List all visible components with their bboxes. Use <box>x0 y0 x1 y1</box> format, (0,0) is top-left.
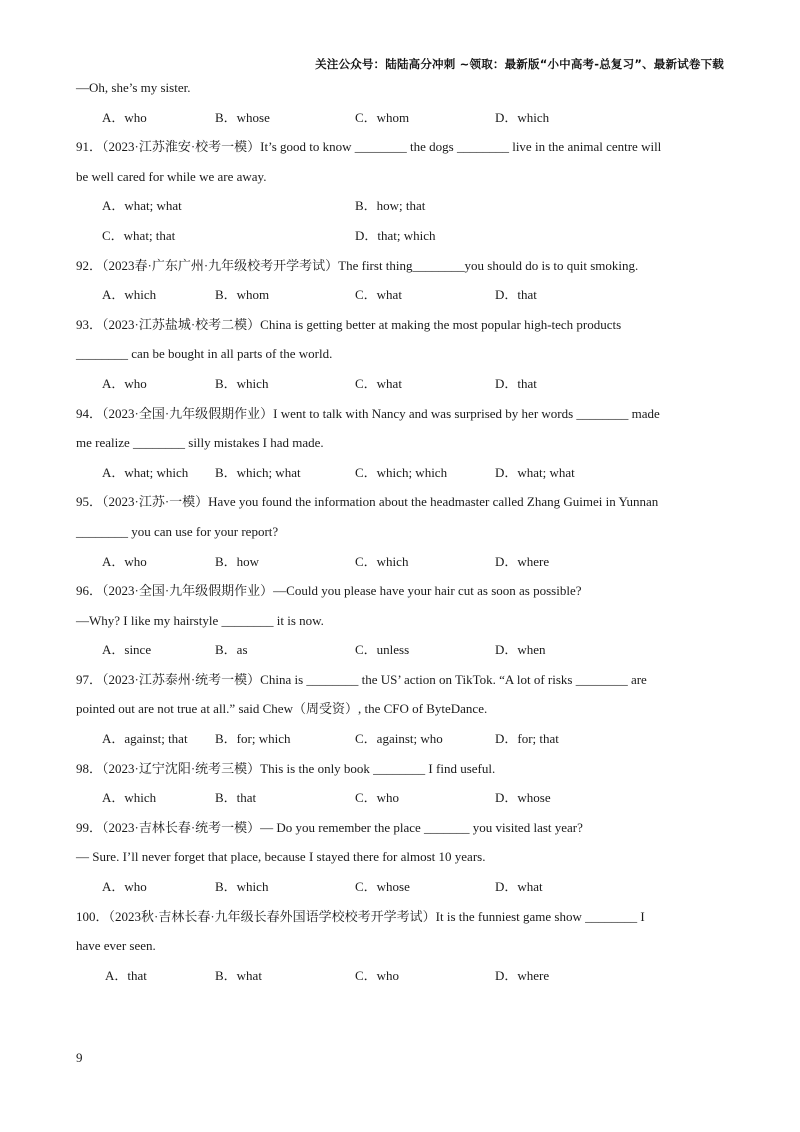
answer-option-a: A．against; that <box>102 731 188 747</box>
answer-options-row <box>76 966 726 996</box>
answer-option-d: D．where <box>495 553 550 569</box>
answer-options-row <box>76 285 726 315</box>
answer-option-a: C．what; that <box>102 227 176 243</box>
answer-option-a: A．who <box>102 375 147 391</box>
answer-option-b: B．how <box>215 553 260 569</box>
question-text-line: 97．（2023·江苏泰州·统考一模）China is ________ the US’ action on TikTok. “A lot of risks ________ are <box>76 671 647 687</box>
answer-option-a: A．who <box>102 553 147 569</box>
question-text-line: 91．（2023·江苏淮安·校考一模）It’s good to know ________ the dogs ________ live in the animal centre will <box>76 139 662 155</box>
question-text-line: —Oh, she’s my sister. <box>76 80 191 95</box>
question-text-line: —Why? I like my hairstyle ________ it is now. <box>76 612 324 628</box>
question-text-line: ________ can be bought in all parts of the world. <box>76 346 333 362</box>
question-text-line: be well cared for while we are away. <box>76 168 267 184</box>
answer-option-c: C．which; which <box>355 464 448 480</box>
question-list <box>76 78 726 995</box>
answer-options-row <box>76 788 726 818</box>
answer-option-d: D．that <box>495 287 537 303</box>
answer-options-row <box>76 374 726 404</box>
page-number: 9 <box>76 1050 83 1065</box>
answer-options-row <box>76 552 726 582</box>
answer-option-d: D．whose <box>495 790 551 806</box>
question-text-line: 94．（2023·全国·九年级假期作业）I went to talk with Nancy and was surprised by her words ________ made <box>76 405 660 421</box>
answer-options-row <box>76 877 726 907</box>
question-text-line: me realize ________ silly mistakes I had made. <box>76 435 324 451</box>
answer-option-c: C．what <box>355 287 402 303</box>
answer-option-a: A．which <box>102 790 157 806</box>
answer-options-row <box>76 108 726 138</box>
answer-option-d: D．when <box>495 642 546 658</box>
answer-option-c: C．whom <box>355 109 410 125</box>
question-text-line: 93．（2023·江苏盐城·校考二模）China is getting better at making the most popular high-tech products <box>76 316 622 332</box>
answer-option-d: D．which <box>495 109 550 125</box>
answer-option-d: D．for; that <box>495 731 559 747</box>
answer-option-d: D．where <box>495 967 550 983</box>
answer-option-c: C．whose <box>355 879 410 895</box>
answer-options-row <box>76 729 726 759</box>
answer-option-c: C．who <box>355 967 400 983</box>
answer-option-c: C．which <box>355 553 409 569</box>
answer-option-a: A．what; what <box>102 198 182 214</box>
answer-option-c: C．who <box>355 790 400 806</box>
question-text-line: 100．（2023秋·吉林长春·九年级长春外国语学校校考开学考试）It is the funniest game show ________ I <box>76 908 645 924</box>
question-text-line: pointed out are not true at all.” said Chew（周受资）, the CFO of ByteDance. <box>76 701 488 717</box>
answer-option-d: D．what <box>495 879 543 895</box>
answer-option-d: D．what; what <box>495 464 575 480</box>
answer-options-row <box>76 463 726 493</box>
question-text-line: have ever seen. <box>76 938 156 954</box>
answer-option-a: A．which <box>102 287 157 303</box>
answer-option-b: B．as <box>215 642 248 658</box>
answer-options-row <box>76 226 726 256</box>
answer-option-b: D．that; which <box>355 227 436 243</box>
answer-option-b: B．which; what <box>215 464 301 480</box>
answer-option-c: C．against; who <box>355 731 443 747</box>
question-text-line: 99．（2023·吉林长春·统考一模）— Do you remember the place _______ you visited last year? <box>76 819 583 835</box>
answer-option-b: B．how; that <box>355 198 426 214</box>
question-text-line: 96．（2023·全国·九年级假期作业）—Could you please have your hair cut as soon as possible? <box>76 583 582 599</box>
answer-option-a: A．what; which <box>102 464 189 480</box>
answer-option-c: C．unless <box>355 642 410 658</box>
answer-option-a: A．who <box>102 879 147 895</box>
question-text-line: — Sure. I’ll never forget that place, because I stayed there for almost 10 years. <box>76 849 486 865</box>
answer-option-b: B．which <box>215 879 269 895</box>
answer-option-b: B．whose <box>215 109 270 125</box>
answer-options-row <box>76 196 726 226</box>
question-text-line: ________ you can use for your report? <box>76 523 279 539</box>
answer-option-b: B．that <box>215 790 257 806</box>
question-text-line: 95．（2023·江苏·一模）Have you found the information about the headmaster called Zhang Guimei in Yunnan <box>76 494 659 510</box>
page-header: 关注公众号：陆陆高分冲刺 ~领取：最新版“小中高考-总复习”、最新试卷下载 <box>315 57 724 71</box>
answer-option-b: B．whom <box>215 287 270 303</box>
answer-option-d: D．that <box>495 375 537 391</box>
answer-option-b: B．which <box>215 375 269 391</box>
question-text-line: 92．（2023春·广东广州·九年级校考开学考试）The first thing________you should do is to quit smoking. <box>76 257 639 273</box>
answer-option-b: B．for; which <box>215 731 291 747</box>
question-text-line: 98．（2023·辽宁沈阳·统考三模）This is the only book ________ I find useful. <box>76 760 496 776</box>
answer-option-c: C．what <box>355 375 402 391</box>
answer-options-row <box>76 640 726 670</box>
answer-option-a: A．who <box>102 109 147 125</box>
answer-option-a: A．since <box>102 642 152 658</box>
answer-option-b: B．what <box>215 967 262 983</box>
answer-option-a: A．that <box>105 967 147 983</box>
